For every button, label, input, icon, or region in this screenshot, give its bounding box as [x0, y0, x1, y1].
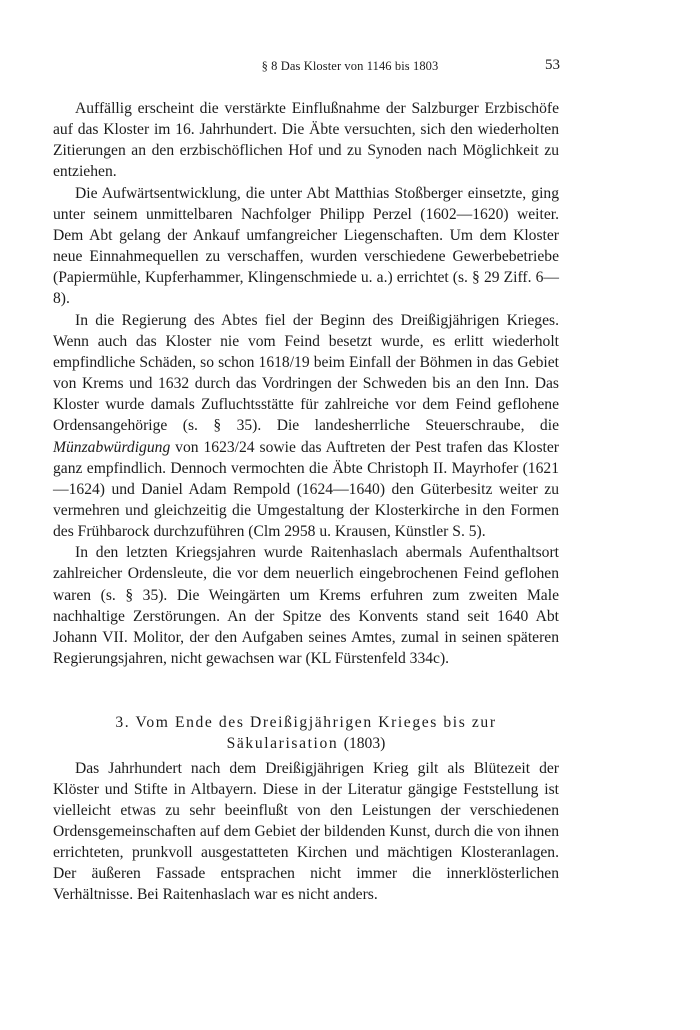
war-text-start: In die Regierung des Abtes fiel der Beginn des Dreißigjährigen Krieges. Wenn auch das Kloster nie vom Feind besetzt wurde, es erlitt wiederholt empfindliche Schäden, so schon 1618/19 beim Einfall der Böhmen in das Gebiet von Krems und 1632 durch das Vordringen der Schweden bis an den Inn. Das Kloster wurde damals Zufluchtsstätte für zahlreiche vor dem Feind geflohene Ordensangehörige (s. § 35). Die landesherrliche Steuerschraube, die	[53, 311, 559, 435]
section-heading	[53, 712, 559, 754]
paragraph-upward-development: Die Aufwärtsentwicklung, die unter Abt Matthias Stoßberger einsetzte, ging unter seinem unmittelbaren Nachfolger Philipp Perzel (1602—1620) weiter. Dem Abt gelang der Ankauf umfangreicher Liegenschaften. Um dem Kloster neue Einnahmequellen zu verschaffen, wurden verschiedene Gewerbebetriebe (Papiermühle, Kupferhammer, Klingenschmiede u. a.) errichtet (s. § 29 Ziff. 6—8).	[53, 184, 559, 308]
paragraph-thirty-years-war	[53, 310, 559, 543]
section-heading-line2	[53, 733, 559, 754]
page-header	[0, 58, 700, 78]
war-text-end: von 1623/24 sowie das Auftreten der Pest trafen das Kloster ganz empfindlich. Dennoch vermochten die Äbte Christoph II. Mayrhofer (1621—1624) und Daniel Adam Rempold (1624—1640) den Güterbesitz weiter zu vermehren und gleichzeitig die Umgestaltung der Klosterkirche in den Formen des Frühbarock durchzuführen (Clm 2958 u. Krausen, Künstler S. 5).	[53, 438, 559, 541]
section-heading-year: (1803)	[343, 735, 386, 753]
body-text	[53, 98, 559, 906]
section-heading-word: Säkularisation	[226, 735, 339, 753]
page-number: 53	[545, 57, 560, 73]
paragraph-baroque-era: Das Jahrhundert nach dem Dreißigjährigen Krieg gilt als Blütezeit der Klöster und Stifte in Altbayern. Diese in der Literatur gängige Feststellung ist vielleicht etwas zu sehr beeinflußt von den Leistungen der verschiedenen Ordensgemeinschaften auf dem Gebiet der bildenden Kunst, durch die von ihnen errichteten, prunkvoll ausgestatteten Kirchen und mächtigen Klosteranlagen. Der äußeren Fassade entsprachen nicht immer die innerklösterlichen Verhältnisse. Bei Raitenhaslach war es nicht anders.	[53, 759, 559, 904]
section-heading-line1: 3. Vom Ende des Dreißigjährigen Krieges bis zur	[115, 714, 497, 732]
running-head: § 8 Das Kloster von 1146 bis 1803	[261, 59, 439, 73]
italic-term: Münzabwürdigung	[53, 438, 171, 456]
paragraph-salzburg-influence: Auffällig erscheint die verstärkte Einflußnahme der Salzburger Erzbischöfe auf das Kloster im 16. Jahrhundert. Die Äbte versuchten, sich den wiederholten Zitierungen an den erzbischöflichen Hof und zu Synoden nach Möglichkeit zu entziehen.	[53, 100, 559, 181]
paragraph-last-war-years: In den letzten Kriegsjahren wurde Raitenhaslach abermals Aufenthaltsort zahlreicher Ordensleute, die vor dem neuerlich eingebrochenen Feind geflohen waren (s. § 35). Die Weingärten um Krems erfuhren zum zweiten Male nachhaltige Zerstörungen. An der Spitze des Konvents stand seit 1640 Abt Johann VII. Molitor, der den Aufgaben seines Amtes, zumal in seinen späteren Regierungsjahren, nicht gewachsen war (KL Fürstenfeld 334c).	[53, 544, 559, 668]
